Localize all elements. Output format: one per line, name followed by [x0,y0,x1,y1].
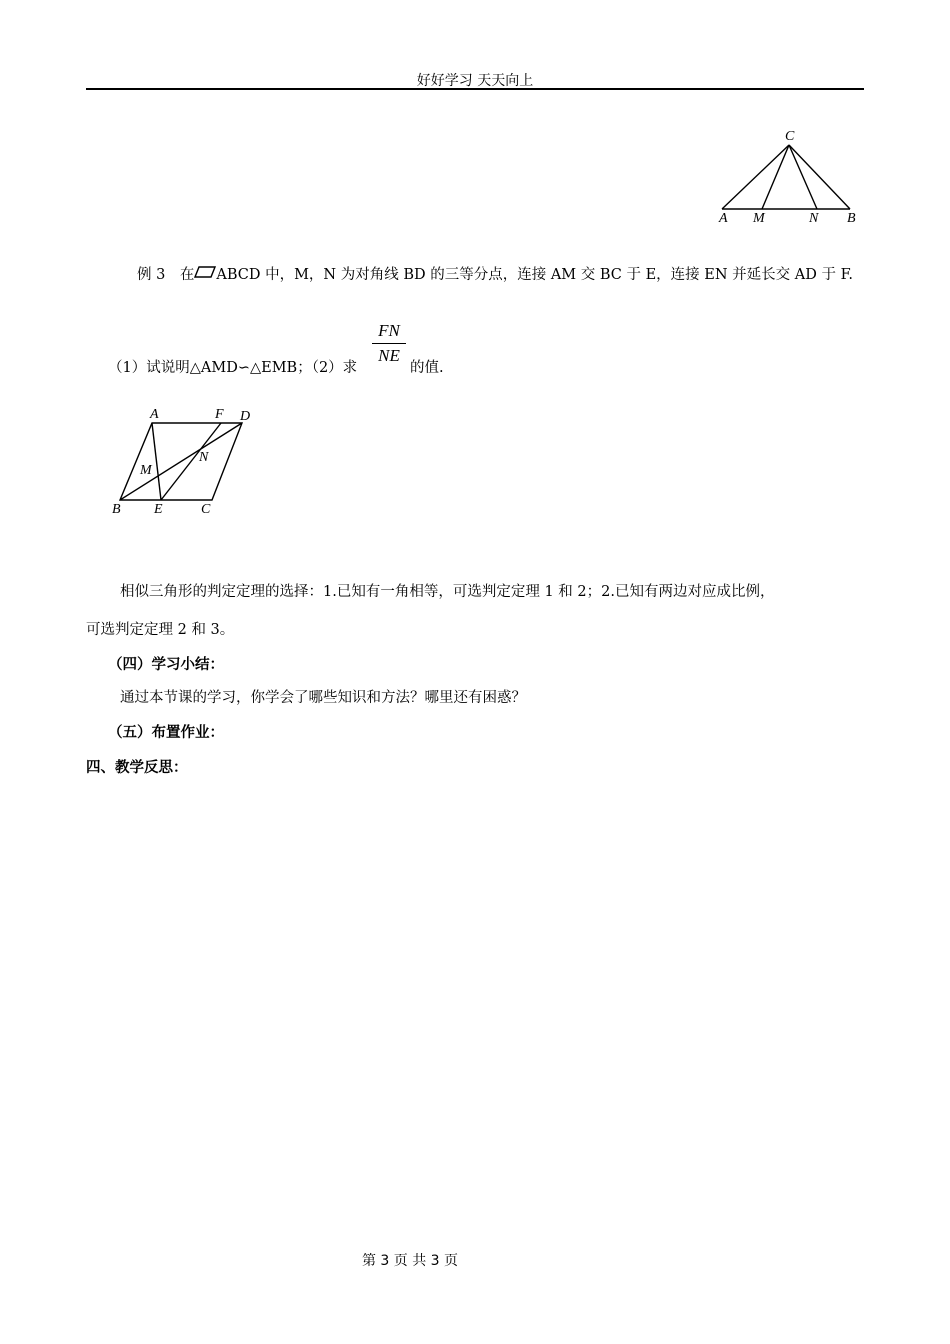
segment-bc [789,145,850,209]
label-n: N [809,211,819,226]
label-d: D [240,409,251,424]
label-a: A [719,211,728,226]
label-c: C [785,129,795,144]
label-c: C [201,502,211,517]
example3-line [137,263,853,284]
label-m: M [753,211,765,226]
example3-question-suffix: 的值. [410,360,444,376]
tip-line-2: 可选判定定理 2 和 3。 [86,622,235,638]
section-4-text: 通过本节课的学习，你学会了哪些知识和方法？哪里还有困惑？ [120,690,526,706]
parallelogram-icon [194,266,216,278]
segment-ae [152,423,161,500]
label-f: F [215,407,224,422]
fraction-denominator: NE [378,346,400,365]
section-5-title: （五）布置作业： [108,725,224,741]
label-a: A [150,407,159,422]
label-n: N [199,450,209,465]
segment-cm [762,145,789,209]
parallelogram-figure [100,400,270,525]
part-4-title: 四、教学反思： [86,760,188,776]
label-e: E [154,502,163,517]
example3-question: （1）试说明△AMD∽△EMB；（2）求 [108,360,358,376]
tip-line-1: 相似三角形的判定定理的选择：1.已知有一角相等，可选判定定理 1 和 2；2.已知有两边对应成比例， [120,584,775,600]
triangle-figure [700,120,880,235]
label-b: B [112,502,121,517]
section-4-title: （四）学习小结： [108,657,224,673]
segment-cn [789,145,817,209]
fraction-bar [372,343,406,344]
header-rule [86,88,864,90]
fraction-fn-ne [372,320,406,367]
label-b: B [847,211,856,226]
page-header: 好好学习 天天向上 [416,73,534,89]
segment-ac [722,145,789,209]
example3-text: ABCD 中，M，N 为对角线 BD 的三等分点，连接 AM 交 BC 于 E，连接 EN 并延长交 AD 于 F. [216,267,854,283]
diagonal-bd [120,423,242,500]
fraction-numerator: FN [378,321,400,340]
page-footer: 第 3 页 共 3 页 [361,1253,459,1269]
label-m: M [140,463,152,478]
example3-prefix: 例 3 在 [137,267,195,283]
segment-ef [161,423,221,500]
